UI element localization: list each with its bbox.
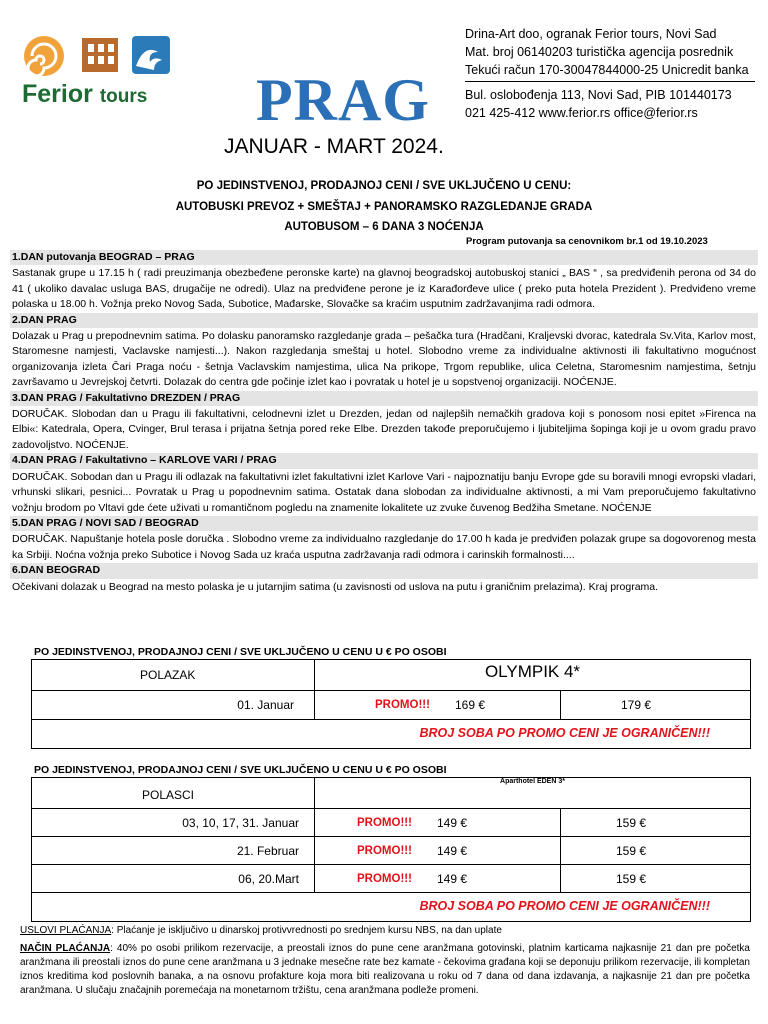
day-heading: 4.DAN PRAG / Fakultativno – KARLOVE VARI / PRAG: [10, 453, 758, 468]
logo-brand: Ferior: [22, 80, 93, 108]
itinerary: [10, 250, 758, 595]
limit-note-row: [31, 719, 751, 749]
promo-price: 149 €: [437, 872, 468, 886]
price-table-2: [31, 777, 751, 922]
table-header-departures: POLASCI: [31, 777, 315, 809]
table-row-promo: [314, 836, 561, 865]
payment-method: [20, 942, 750, 998]
subtitle-line-3: AUTOBUSOM – 6 DANA 3 NOĆENJA: [284, 221, 484, 233]
limit-note: BROJ SOBA PO PROMO CENI JE OGRANIČEN!!!: [419, 726, 710, 740]
company-line: Drina-Art doo, ogranak Ferior tours, Novi Sad: [465, 27, 717, 41]
company-info: [465, 25, 755, 122]
day-description: Sastanak grupe u 17.15 h ( radi preuzimanja obezbeđene peronske karte) na glavnoj beogradskoj autobuskoj stanici „ BAS “ , sa predviđenih perona od 34 do 41 ( ukoliko davalac usluga BAS, drugačije ne odredi). Ulaz na predviđene perone je iz Karađorđeve ulice ( preko puta hotela Prezident ). Predviđeno vreme polaska u 18.00 h. Vožnja preko Novog Sada, Subotice, Mađarske, Slovačke sa kraćim usputnim zadržavanjima radi odmora.: [12, 267, 756, 311]
payment-terms: [20, 924, 750, 938]
logo-wordmark: [22, 80, 147, 109]
logo-mark-icon: [18, 28, 178, 84]
table-row-date: 03, 10, 17, 31. Januar: [31, 808, 315, 837]
day-description: DORUČAK. Napuštanje hotela posle doručka . Slobodno vreme za individualno razgledanje do 17.00 h kada je predviđen polazak grupe sa dogovorenog mesta ka Srbiji. Noćna vožnja preko Subotice i Novog Sada uz kraća usputna zadržavanja radi odmora i carinskih formalnosti....: [12, 533, 756, 561]
promo-label: PROMO!!!: [375, 699, 430, 711]
promo-price: 149 €: [437, 816, 468, 830]
travel-dates: JANUAR - MART 2024.: [224, 135, 444, 158]
table-row-date: 06, 20.Mart: [31, 864, 315, 893]
company-line: Mat. broj 06140203 turistička agencija posrednik: [465, 45, 734, 59]
regular-price: 159 €: [560, 808, 751, 837]
day-description: Očekivani dolazak u Beograd na mesto polaska je u jutarnjim satima (u zavisnosti od uslova na putu i graničnim prelazima). Kraj programa.: [12, 580, 659, 593]
day-heading: 2.DAN PRAG: [10, 313, 758, 328]
program-note: Program putovanja sa cenovnikom br.1 od 19.10.2023: [466, 236, 708, 247]
logo-suffix: tours: [99, 86, 148, 107]
payment-terms-label: USLOVI PLAĆANJA: [20, 925, 112, 936]
table-row-promo: [314, 808, 561, 837]
payment-method-text: : 40% po osobi prilikom rezervacije, a preostali iznos do pune cene aranžmana gotovinski, platnim karticama najkasnije 21 dan pre početka aranžmana ili preostali iznos do pune cene aranžmana u 3 jednake mesečne rate bez kamate - čekovima građana koji se deponuju prilikom rezervacije, ili kompletan iznos kreditima kod poslovnih banaka, a na osnovu profakture koja mora biti realizovana u roku od 7 dana od dana izdavanja, a najkasnije 21 dan pre početka aranžmana. U slučaju značajnih poremećaja na monetarnom tržištu, cena aranžmana podleže promeni.: [20, 943, 750, 996]
limit-note: BROJ SOBA PO PROMO CENI JE OGRANIČEN!!!: [419, 899, 710, 913]
company-line: 021 425-412 www.ferior.rs office@ferior.rs: [465, 106, 698, 120]
table-row-date: 01. Januar: [31, 690, 315, 720]
day-heading: 5.DAN PRAG / NOVI SAD / BEOGRAD: [10, 516, 758, 531]
company-line: Tekući račun 170-30047844000-25 Unicredit banka: [465, 63, 749, 77]
promo-price: 149 €: [437, 844, 468, 858]
day-description: DORUČAK. Slobodan dan u Pragu ili fakultativni, celodnevni izlet u Drezden, jedan od najlepših nemačkih gradova koji s ponosom nosi epitet »Firenca na Elbi«: Katedrala, Opera, Cvinger, Brul terasa i prijatna šetnja pored reke Elbe. Drezden takođe preporučujemo i ljubiteljima šopinga koji je u ovom gradu pravo zadovoljstvo. NOĆENJE.: [12, 408, 756, 451]
payment-terms-text: : Plaćanje je isključivo u dinarskoj protivvrednosti po srednjem kursu NBS, na dan uplate: [111, 925, 502, 936]
promo-price: 169 €: [455, 698, 486, 712]
subtitle-line-2: AUTOBUSKI PREVOZ + SMEŠTAJ + PANORAMSKO RAZGLEDANJE GRADA: [175, 201, 593, 213]
company-divider: [465, 81, 755, 82]
price-table-2-title: PO JEDINSTVENOJ, PRODAJNOJ CENI / SVE UKLJUČENO U CENU U € PO OSOBI: [34, 764, 447, 776]
table-header-departure: POLAZAK: [31, 659, 315, 691]
table-row-date: 21. Februar: [31, 836, 315, 865]
company-line: Bul. oslobođenja 113, Novi Sad, PIB 101440173: [465, 88, 732, 102]
promo-label: PROMO!!!: [357, 845, 412, 857]
day-description: DORUČAK. Sobodan dan u Pragu ili odlazak na fakultativni izlet fakultativni izlet Karlove Vari - najpoznatiju banju Evrope gde su boravili mnogi evropski vladari, vrhunski slikari, pesnici... Povratak u Prag u popodnevnim satima. Ostatak dana slobodan za individualne aktivnosti, a mi Vam preporučujemo fakultativno vožnju brodom po Vltavi gde ćete uživati u romantičnom pogledu na znamenite lokalitete uz zvuke čuvenog Bedžiha Smetane. NOĆENJE: [12, 470, 756, 514]
day-description: Dolazak u Prag u prepodnevnim satima. Po dolasku panoramsko razgledanje grada – pešačka tura (Hradčani, Kraljevski dvorac, katedrala Sv.Vita, Karlov most, Staromesne namjesti, Vaclavske namjesti...). Nakon razgledanja smeštaj u hotel. Slobodno vreme za individualne aktivnosti ili fakultativno mogućnost organizovanja izleta Čari Praga noću - šetnja Vaclavskim namjestima, ulica Na prikope, Trgom republike, ulica Celetna, Staromesnim namjestima, šetnju završavamo u Jevrejskoj četvrti. Dolazak do centra gde počinje izlet kao i povratak u hotel je u sopstvenoj organizaciji. NOĆENJE.: [12, 330, 756, 389]
table-header-hotel: OLYMPIK 4*: [314, 659, 751, 691]
day-heading: 1.DAN putovanja BEOGRAD – PRAG: [10, 250, 758, 265]
day-heading: 3.DAN PRAG / Fakultativno DREZDEN / PRAG: [10, 391, 758, 406]
page-title: PRAG: [256, 67, 430, 133]
subtitle-line-1: PO JEDINSTVENOJ, PRODAJNOJ CENI / SVE UKLJUČENO U CENU:: [196, 180, 572, 192]
promo-label: PROMO!!!: [357, 817, 412, 829]
regular-price: 179 €: [560, 690, 751, 720]
price-table-1-title: PO JEDINSTVENOJ, PRODAJNOJ CENI / SVE UKLJUČENO U CENU U € PO OSOBI: [34, 646, 447, 658]
table-row-promo: [314, 690, 561, 720]
regular-price: 159 €: [560, 836, 751, 865]
day-heading: 6.DAN BEOGRAD: [10, 563, 758, 578]
regular-price: 159 €: [560, 864, 751, 893]
table-row-promo: [314, 864, 561, 893]
price-table-1: [31, 659, 751, 753]
limit-note-row: [31, 892, 751, 922]
payment-method-label: NAČIN PLAĆANJA: [20, 943, 111, 954]
promo-label: PROMO!!!: [357, 873, 412, 885]
table-header-hotel: Aparthotel EDEN 3*: [314, 777, 751, 809]
